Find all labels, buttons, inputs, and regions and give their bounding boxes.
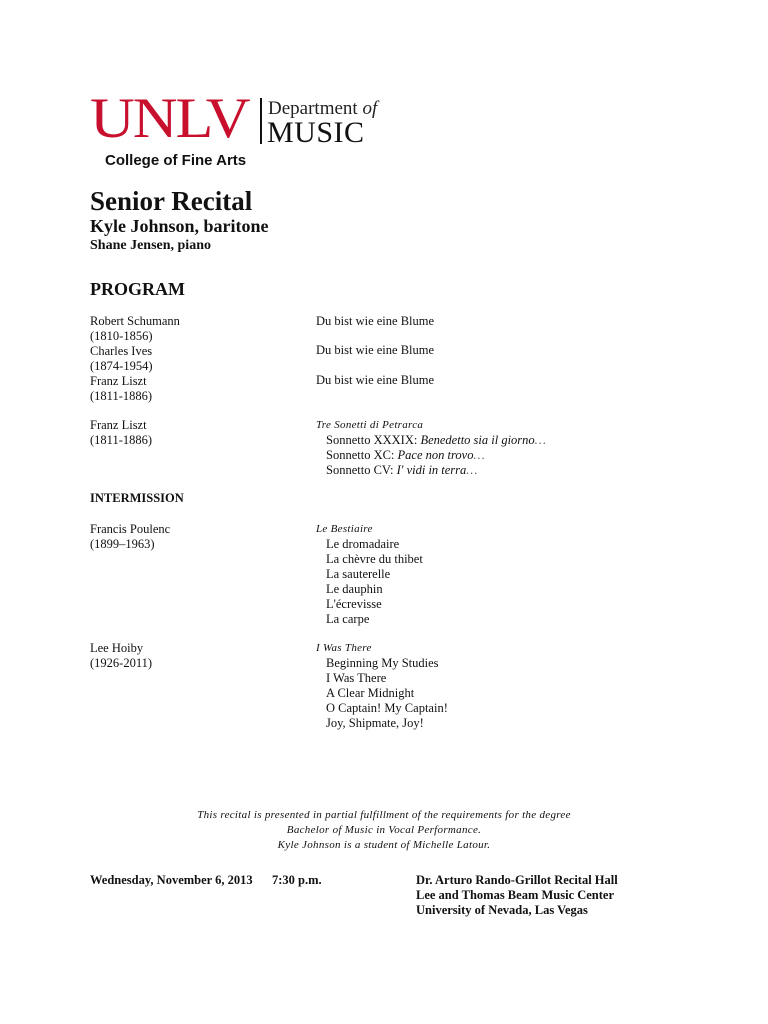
song-dots: … [534, 433, 546, 447]
composer-dates: (1926-2011) [90, 656, 153, 670]
degree-note-line: Kyle Johnson is a student of Michelle Latour. [277, 839, 491, 851]
logo-department-name: MUSIC [267, 116, 365, 149]
song-label: Sonnetto CV: [326, 463, 397, 477]
event-date: Wednesday, November 6, 2013 [90, 873, 253, 887]
degree-note-line: Bachelor of Music in Vocal Performance. [286, 824, 482, 836]
venue-line: Dr. Arturo Rando-Grillot Recital Hall [416, 873, 618, 887]
cycle-title: I Was There [316, 642, 372, 654]
song-title: Benedetto sia il giorno [420, 433, 535, 447]
song-item: A Clear Midnight [326, 686, 415, 700]
song-title: I' vidi in terra [396, 463, 467, 477]
degree-note [0, 808, 768, 853]
song-item: O Captain! My Captain! [326, 701, 448, 715]
logo-college: College of Fine Arts [105, 152, 247, 169]
song-item: Le dauphin [326, 582, 383, 596]
composer-name: Franz Liszt [90, 374, 147, 388]
song-dots: … [473, 448, 485, 462]
venue [416, 873, 618, 918]
hoiby-composer [90, 641, 152, 671]
poulenc-cycle [316, 522, 423, 627]
song-dots: … [466, 463, 478, 477]
composer-dates: (1899–1963) [90, 537, 155, 551]
song-item: La carpe [326, 612, 370, 626]
song-item: La chèvre du thibet [326, 552, 423, 566]
composer-name: Lee Hoiby [90, 641, 144, 655]
composer-name: Francis Poulenc [90, 522, 171, 536]
work-title: Du bist wie eine Blume [316, 373, 435, 387]
work-title: Du bist wie eine Blume [316, 343, 435, 357]
song-item [316, 433, 546, 448]
pianist: Shane Jensen, piano [90, 238, 211, 253]
venue-line: Lee and Thomas Beam Music Center [416, 888, 615, 902]
degree-note-line: This recital is presented in partial fulfillment of the requirements for the degree [197, 809, 571, 821]
cycle-title: Tre Sonetti di Petrarca [316, 419, 424, 431]
song-item: I Was There [326, 671, 387, 685]
venue-line: University of Nevada, Las Vegas [416, 903, 588, 917]
logo-divider [260, 98, 262, 144]
composer-name: Franz Liszt [90, 418, 147, 432]
song-item: Joy, Shipmate, Joy! [326, 716, 424, 730]
work-title: Du bist wie eine Blume [316, 314, 435, 328]
composer-dates: (1810-1856) [90, 329, 153, 343]
poulenc-composer [90, 522, 170, 552]
song-title: Pace non trovo [397, 448, 474, 462]
liszt-cycle [316, 418, 546, 478]
program-composers-group-1 [90, 314, 180, 404]
song-item [316, 448, 546, 463]
song-item: Beginning My Studies [326, 656, 439, 670]
cycle-title: Le Bestiaire [316, 523, 373, 535]
song-item [316, 463, 546, 478]
liszt-composer [90, 418, 152, 448]
song-label: Sonnetto XXXIX: [326, 433, 421, 447]
intermission: INTERMISSION [90, 491, 184, 505]
unlv-music-logo [90, 87, 390, 174]
song-item: Le dromadaire [326, 537, 400, 551]
logo-wordmark: UNLV [90, 87, 249, 150]
logo-department-prefix: Department [268, 98, 363, 119]
logo-department-of: of [362, 98, 378, 119]
program-heading: PROGRAM [90, 279, 185, 299]
event-time: 7:30 p.m. [272, 873, 322, 887]
song-label: Sonnetto XC: [326, 448, 398, 462]
composer-name: Robert Schumann [90, 314, 180, 328]
composer-dates: (1811-1886) [90, 389, 153, 403]
song-item: L'écrevisse [326, 597, 382, 611]
performer: Kyle Johnson, baritone [90, 216, 269, 236]
composer-dates: (1874-1954) [90, 359, 153, 373]
recital-title: Senior Recital [90, 186, 253, 216]
hoiby-cycle [316, 641, 448, 731]
song-item: La sauterelle [326, 567, 391, 581]
composer-dates: (1811-1886) [90, 433, 153, 447]
composer-name: Charles Ives [90, 344, 153, 358]
